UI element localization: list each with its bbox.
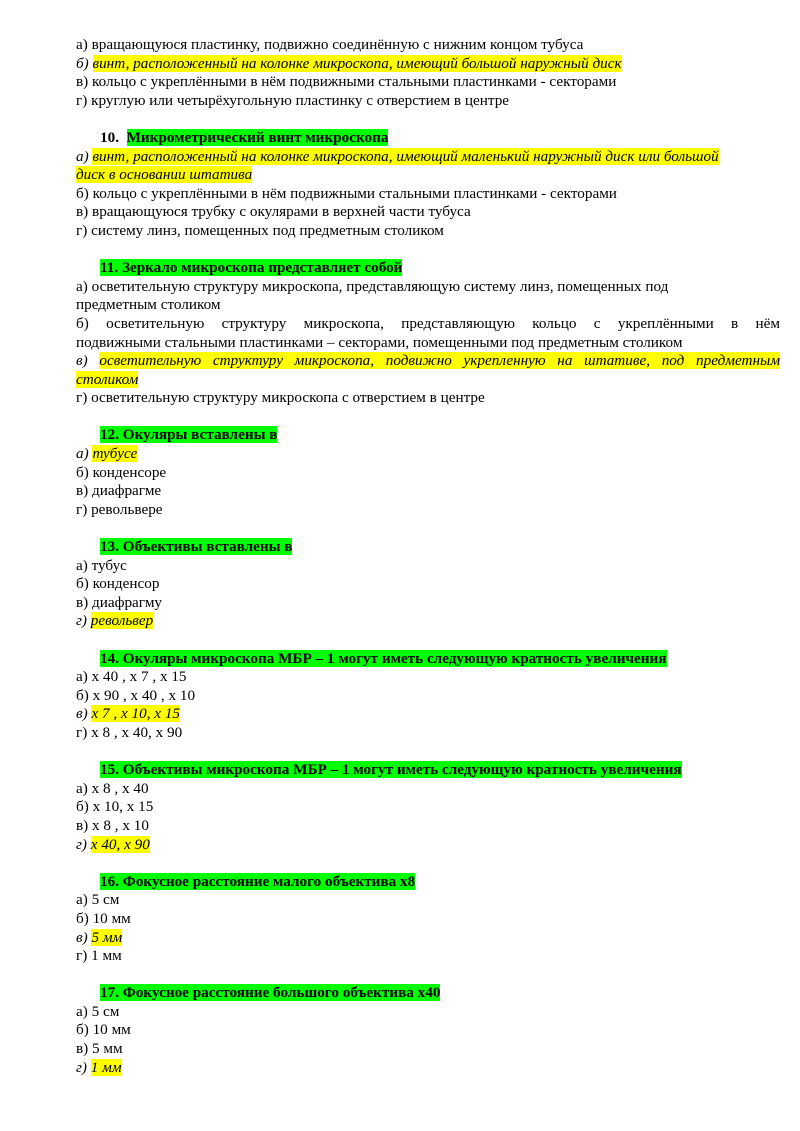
answer-c-continuation bbox=[76, 371, 780, 390]
answer-d: г) осветительную структуру микроскопа с отверстием в центре bbox=[76, 389, 485, 407]
question-17 bbox=[76, 984, 780, 1003]
answer-b: б) х 90 , х 40 , х 10 bbox=[76, 686, 196, 704]
highlighted-answer: винт, расположенный на колонке микроскопа, имеющий большой наружный диск bbox=[92, 54, 622, 72]
answer-c: в) диафрагме bbox=[76, 482, 162, 500]
answer-a: а) вращающуюся пластинку, подвижно соединённую с нижним концом тубуса bbox=[76, 36, 584, 53]
answer-a: а) х 40 , х 7 , х 15 bbox=[76, 668, 187, 686]
question-title: 16. Фокусное расстояние малого объектива х8 bbox=[100, 872, 416, 890]
answer-a: а) тубус bbox=[76, 556, 127, 574]
question-title: 13. Объективы вставлены в bbox=[100, 538, 293, 556]
answer-b: б) х 10, х 15 bbox=[76, 798, 154, 816]
question-title: 12. Окуляры вставлены в bbox=[100, 426, 278, 444]
answer-prefix: в) bbox=[76, 352, 88, 370]
question-title: 15. Объективы микроскопа МБР – 1 могут иметь следующую кратность увеличения bbox=[100, 761, 682, 779]
answer-a: а) 5 см bbox=[76, 891, 120, 909]
highlighted-answer: х 7 , х 10, х 15 bbox=[91, 705, 181, 723]
answer-b: б) 10 мм bbox=[76, 909, 131, 927]
answer-d: г) револьвере bbox=[76, 500, 163, 518]
question-12 bbox=[76, 426, 780, 445]
answer-a-continuation bbox=[76, 166, 780, 185]
answer-b: б) осветительную структуру микроскопа, представляющую кольцо с укреплёнными в нём bbox=[76, 314, 780, 332]
question-11 bbox=[76, 259, 780, 278]
answer-prefix: г) bbox=[76, 835, 87, 853]
answer-a-continuation: предметным столиком bbox=[76, 296, 221, 314]
question-15 bbox=[76, 761, 780, 780]
highlighted-answer: 5 мм bbox=[91, 928, 123, 946]
highlighted-answer: осветительную структуру микроскопа, подвижно укрепленную на штативе, под предметным bbox=[99, 352, 781, 370]
answer-prefix: в) bbox=[76, 928, 88, 946]
answer-c-correct bbox=[76, 705, 780, 724]
answer-prefix: г) bbox=[76, 612, 87, 630]
highlighted-answer: револьвер bbox=[90, 612, 154, 630]
answer-c: в) 5 мм bbox=[76, 1040, 123, 1058]
answer-b: б) 10 мм bbox=[76, 1021, 131, 1039]
answer-d-correct bbox=[76, 1059, 780, 1078]
answer-a-correct bbox=[76, 148, 780, 167]
answer-d-correct bbox=[76, 612, 780, 631]
answer-b-continuation: подвижными стальными пластинками – секторами, помещенными под предметным столиком bbox=[76, 333, 683, 351]
highlighted-answer: х 40, х 90 bbox=[90, 835, 150, 853]
answer-c: в) вращающуюся трубку с окулярами в верхней части тубуса bbox=[76, 203, 471, 221]
question-title: 11. Зеркало микроскопа представляет собой bbox=[100, 259, 403, 277]
question-number: 10. bbox=[100, 128, 119, 146]
answer-b: б) конденсоре bbox=[76, 463, 167, 481]
question-16 bbox=[76, 873, 780, 892]
answer-d: г) 1 мм bbox=[76, 947, 122, 965]
answer-prefix: г) bbox=[76, 1058, 87, 1076]
highlighted-answer: диск в основании штатива bbox=[76, 166, 253, 184]
answer-a-correct bbox=[76, 445, 780, 464]
answer-prefix: а) bbox=[76, 445, 89, 463]
answer-a: а) х 8 , х 40 bbox=[76, 779, 149, 797]
answer-d: г) систему линз, помещенных под предметным столиком bbox=[76, 221, 444, 239]
answer-d: г) х 8 , х 40, х 90 bbox=[76, 723, 183, 741]
answer-prefix: а) bbox=[76, 147, 89, 165]
question-title: 14. Окуляры микроскопа МБР – 1 могут иметь следующую кратность увеличения bbox=[100, 649, 667, 667]
highlighted-answer: тубусе bbox=[92, 445, 138, 463]
answer-a: а) осветительную структуру микроскопа, представляющую систему линз, помещенных под bbox=[76, 277, 669, 295]
answer-a: а) 5 см bbox=[76, 1002, 120, 1020]
question-14 bbox=[76, 650, 780, 669]
highlighted-answer: 1 мм bbox=[90, 1058, 122, 1076]
answer-c-correct bbox=[76, 929, 780, 948]
answer-c: в) диафрагму bbox=[76, 593, 163, 611]
answer-c: в) кольцо с укреплёнными в нём подвижными стальными пластинками - секторами bbox=[76, 73, 617, 91]
answer-prefix: б) bbox=[76, 54, 89, 72]
highlighted-answer: винт, расположенный на колонке микроскопа, имеющий маленький наружный диск или большой bbox=[92, 147, 719, 165]
question-10 bbox=[76, 129, 780, 148]
answer-b: б) кольцо с укреплёнными в нём подвижными стальными пластинками - секторами bbox=[76, 184, 617, 202]
highlighted-answer: столиком bbox=[76, 370, 139, 388]
question-title: 17. Фокусное расстояние большого объектива х40 bbox=[100, 984, 441, 1002]
answer-b-correct bbox=[76, 55, 780, 74]
answer-d-correct bbox=[76, 836, 780, 855]
question-13 bbox=[76, 538, 780, 557]
answer-b: б) конденсор bbox=[76, 575, 160, 593]
answer-d: г) круглую или четырёхугольную пластинку с отверстием в центре bbox=[76, 91, 510, 109]
question-title: Микрометрический винт микроскопа bbox=[126, 128, 389, 146]
answer-prefix: в) bbox=[76, 705, 88, 723]
answer-c-correct bbox=[76, 352, 780, 371]
answer-c: в) х 8 , х 10 bbox=[76, 816, 149, 834]
